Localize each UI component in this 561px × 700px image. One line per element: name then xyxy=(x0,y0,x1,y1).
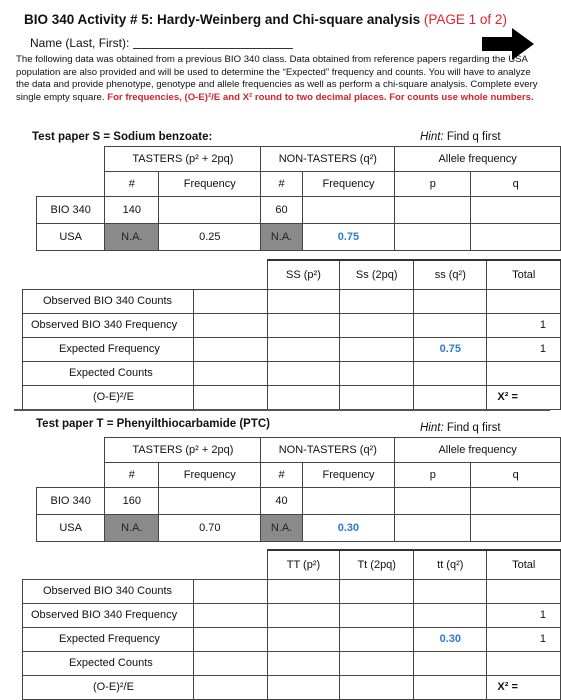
genotype-header-2: Tt (2pq) xyxy=(340,550,414,579)
p-header: p xyxy=(395,172,471,197)
name-field[interactable] xyxy=(133,48,293,49)
observed-counts-empty xyxy=(194,289,268,313)
observed-frequency-1[interactable] xyxy=(267,603,340,627)
tasters-frequency-header: Frequency xyxy=(159,463,261,488)
chi-square-total[interactable]: X² = xyxy=(487,385,561,409)
observed-frequency-3[interactable] xyxy=(414,313,487,337)
row-label-chi-component: (O-E)²/E xyxy=(23,675,194,699)
genotype-header-3: ss (q²) xyxy=(414,260,487,289)
expected-frequency-1[interactable] xyxy=(267,627,340,651)
expected-counts-2[interactable] xyxy=(340,361,414,385)
usa-q[interactable] xyxy=(471,515,561,542)
observed-counts-1[interactable] xyxy=(267,579,340,603)
usa-nontasters-count: N.A. xyxy=(261,515,302,542)
row-label-observed-frequency: Observed BIO 340 Frequency xyxy=(23,603,194,627)
section-title-t: Test paper T = Phenyilthiocarbamide (PTC) xyxy=(36,418,270,430)
nontasters-count-header: # xyxy=(261,463,302,488)
expected-counts-1[interactable] xyxy=(267,651,340,675)
total-header: Total xyxy=(487,260,561,289)
expected-counts-3[interactable] xyxy=(414,651,487,675)
q-header: q xyxy=(471,172,561,197)
expected-counts-total[interactable] xyxy=(487,651,561,675)
bio340-nontasters-count: 40 xyxy=(261,488,302,515)
expected-frequency-2[interactable] xyxy=(340,337,414,361)
bio340-tasters-frequency[interactable] xyxy=(159,197,261,224)
genotype-header-1: SS (p²) xyxy=(267,260,340,289)
genotype-header-2: Ss (2pq) xyxy=(340,260,414,289)
observed-frequency-empty xyxy=(194,313,268,337)
observed-frequency-2[interactable] xyxy=(340,313,414,337)
q-header: q xyxy=(471,463,561,488)
expected-frequency-total: 1 xyxy=(487,337,561,361)
usa-tasters-count: N.A. xyxy=(105,515,159,542)
observed-counts-3[interactable] xyxy=(414,579,487,603)
usa-tasters-frequency: 0.70 xyxy=(159,515,261,542)
section-title-s: Test paper S = Sodium benzoate: xyxy=(32,131,213,143)
section-divider xyxy=(14,409,550,411)
rounding-instruction: For frequencies, (O-E)²/E and X² round to two decimal places. For counts use whole numbers. xyxy=(107,92,534,104)
chi-square-total[interactable]: X² = xyxy=(487,675,561,699)
tasters-count-header: # xyxy=(105,463,159,488)
p-header: p xyxy=(395,463,471,488)
tasters-header: TASTERS (p² + 2pq) xyxy=(105,147,261,172)
expected-counts-3[interactable] xyxy=(414,361,487,385)
name-label: Name (Last, First): xyxy=(30,36,130,50)
allele-frequency-header: Allele frequency xyxy=(395,147,561,172)
bio340-nontasters-frequency[interactable] xyxy=(302,488,395,515)
chi-square-table-t xyxy=(22,549,561,700)
row-label-expected-frequency: Expected Frequency xyxy=(23,627,194,651)
row-label-observed-frequency: Observed BIO 340 Frequency xyxy=(23,313,194,337)
observed-frequency-1[interactable] xyxy=(267,313,340,337)
chi-component-1[interactable] xyxy=(267,675,340,699)
hint-text: Find q first xyxy=(446,422,501,434)
allele-frequency-header: Allele frequency xyxy=(395,438,561,463)
observed-frequency-3[interactable] xyxy=(414,603,487,627)
chi-square-table-s xyxy=(22,259,561,410)
bio340-tasters-count: 160 xyxy=(105,488,159,515)
chi-component-2[interactable] xyxy=(340,675,414,699)
observed-counts-total[interactable] xyxy=(487,579,561,603)
chi-component-empty xyxy=(194,385,268,409)
expected-frequency-3: 0.75 xyxy=(414,337,487,361)
expected-frequency-empty xyxy=(194,337,268,361)
usa-p[interactable] xyxy=(395,224,471,251)
expected-frequency-2[interactable] xyxy=(340,627,414,651)
row-label-expected-counts: Expected Counts xyxy=(23,651,194,675)
expected-counts-empty xyxy=(194,361,268,385)
expected-frequency-empty xyxy=(194,627,268,651)
tasters-header: TASTERS (p² + 2pq) xyxy=(105,438,261,463)
nontasters-frequency-header: Frequency xyxy=(302,172,395,197)
hint-s xyxy=(420,131,501,143)
usa-q[interactable] xyxy=(471,224,561,251)
frequency-table-s xyxy=(36,146,561,251)
bio340-p[interactable] xyxy=(395,488,471,515)
title-text: BIO 340 Activity # 5: Hardy-Weinberg and Chi-square analysis xyxy=(24,12,421,27)
chi-component-2[interactable] xyxy=(340,385,414,409)
expected-counts-1[interactable] xyxy=(267,361,340,385)
row-label-bio340: BIO 340 xyxy=(37,197,105,224)
observed-counts-2[interactable] xyxy=(340,289,414,313)
row-label-observed-counts: Observed BIO 340 Counts xyxy=(23,289,194,313)
expected-counts-empty xyxy=(194,651,268,675)
usa-p[interactable] xyxy=(395,515,471,542)
chi-component-3[interactable] xyxy=(414,675,487,699)
observed-counts-2[interactable] xyxy=(340,579,414,603)
usa-nontasters-frequency: 0.75 xyxy=(302,224,395,251)
usa-nontasters-frequency: 0.30 xyxy=(302,515,395,542)
expected-frequency-3: 0.30 xyxy=(414,627,487,651)
intro-text: The following data was obtained from a previous BIO 340 class. Data obtained from reference papers regarding the USA population are also provided and will be used to determine the “Expected” frequency and counts. You will have to analyze the data and provide phenotype, genotype and allele frequencies as well as perform a chi-square analysis. Complete every single empty square. xyxy=(16,54,538,104)
hint-prefix: Hint: xyxy=(420,131,444,143)
bio340-tasters-frequency[interactable] xyxy=(159,488,261,515)
expected-frequency-1[interactable] xyxy=(267,337,340,361)
chi-component-empty xyxy=(194,675,268,699)
name-row xyxy=(30,36,293,50)
bio340-nontasters-count: 60 xyxy=(261,197,302,224)
chi-component-3[interactable] xyxy=(414,385,487,409)
row-label-usa: USA xyxy=(37,515,105,542)
bio340-q[interactable] xyxy=(471,488,561,515)
usa-tasters-count: N.A. xyxy=(105,224,159,251)
total-header: Total xyxy=(487,550,561,579)
bio340-p[interactable] xyxy=(395,197,471,224)
tasters-count-header: # xyxy=(105,172,159,197)
observed-counts-3[interactable] xyxy=(414,289,487,313)
observed-frequency-total: 1 xyxy=(487,313,561,337)
row-label-chi-component: (O-E)²/E xyxy=(23,385,194,409)
page-note: (PAGE 1 of 2) xyxy=(423,12,507,27)
nontasters-header: NON-TASTERS (q²) xyxy=(261,438,395,463)
tasters-frequency-header: Frequency xyxy=(159,172,261,197)
row-label-observed-counts: Observed BIO 340 Counts xyxy=(23,579,194,603)
observed-frequency-empty xyxy=(194,603,268,627)
expected-frequency-total: 1 xyxy=(487,627,561,651)
observed-counts-total[interactable] xyxy=(487,289,561,313)
hint-text: Find q first xyxy=(446,131,501,143)
bio340-tasters-count: 140 xyxy=(105,197,159,224)
bio340-q[interactable] xyxy=(471,197,561,224)
hint-t xyxy=(420,422,501,434)
intro-paragraph xyxy=(16,54,544,105)
expected-counts-total[interactable] xyxy=(487,361,561,385)
row-label-usa: USA xyxy=(37,224,105,251)
row-label-bio340: BIO 340 xyxy=(37,488,105,515)
row-label-expected-frequency: Expected Frequency xyxy=(23,337,194,361)
chi-component-1[interactable] xyxy=(267,385,340,409)
page-title xyxy=(24,12,507,27)
genotype-header-3: tt (q²) xyxy=(414,550,487,579)
observed-counts-empty xyxy=(194,579,268,603)
observed-frequency-total: 1 xyxy=(487,603,561,627)
usa-tasters-frequency: 0.25 xyxy=(159,224,261,251)
frequency-table-t xyxy=(36,437,561,542)
expected-counts-2[interactable] xyxy=(340,651,414,675)
row-label-expected-counts: Expected Counts xyxy=(23,361,194,385)
nontasters-header: NON-TASTERS (q²) xyxy=(261,147,395,172)
nontasters-frequency-header: Frequency xyxy=(302,463,395,488)
observed-counts-1[interactable] xyxy=(267,289,340,313)
genotype-header-1: TT (p²) xyxy=(267,550,340,579)
usa-nontasters-count: N.A. xyxy=(261,224,302,251)
bio340-nontasters-frequency[interactable] xyxy=(302,197,395,224)
hint-prefix: Hint: xyxy=(420,422,444,434)
nontasters-count-header: # xyxy=(261,172,302,197)
observed-frequency-2[interactable] xyxy=(340,603,414,627)
